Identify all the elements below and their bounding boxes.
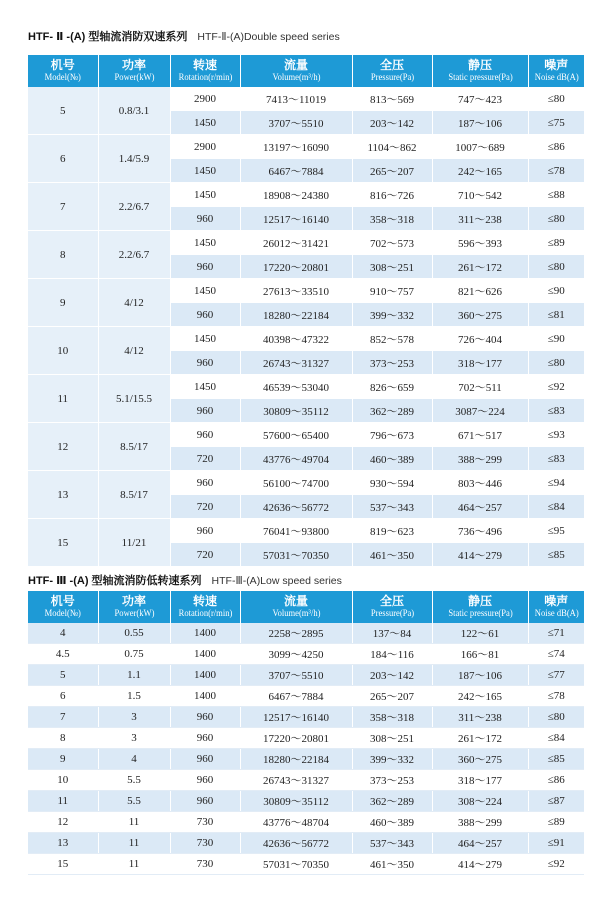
cell-volume: 18280～22184 [240, 749, 352, 770]
cell-static-pressure: 803～446 [432, 471, 528, 495]
cell-rotation: 960 [170, 399, 240, 423]
cell-pressure: 816～726 [352, 183, 432, 207]
cell-volume: 76041～93800 [240, 519, 352, 543]
cell-noise: ≤81 [528, 303, 584, 327]
cell-rotation: 1400 [170, 686, 240, 707]
cell-volume: 30809～35112 [240, 791, 352, 812]
cell-static-pressure: 464～257 [432, 495, 528, 519]
cell-static-pressure: 747～423 [432, 87, 528, 111]
cell-static-pressure: 187～106 [432, 111, 528, 135]
cell-rotation: 720 [170, 543, 240, 567]
header-noise: 噪声 Noise dB(A) [528, 591, 584, 623]
series2-body [28, 623, 584, 875]
cell-power: 5.1/15.5 [98, 375, 170, 423]
cell-power: 1.5 [98, 686, 170, 707]
cell-volume: 30809～35112 [240, 399, 352, 423]
cell-volume: 57031～70350 [240, 543, 352, 567]
cell-noise: ≤80 [528, 87, 584, 111]
cell-model: 11 [28, 375, 98, 423]
cell-volume: 26012～31421 [240, 231, 352, 255]
cell-volume: 46539～53040 [240, 375, 352, 399]
table-row [28, 707, 584, 728]
cell-rotation: 730 [170, 833, 240, 854]
cell-model: 4.5 [28, 644, 98, 665]
cell-noise: ≤89 [528, 231, 584, 255]
cell-noise: ≤78 [528, 686, 584, 707]
cell-model: 13 [28, 471, 98, 519]
header-rotation: 转速 Rotation(r/min) [170, 591, 240, 623]
cell-static-pressure: 1007～689 [432, 135, 528, 159]
cell-volume: 42636～56772 [240, 833, 352, 854]
cell-rotation: 2900 [170, 135, 240, 159]
cell-volume: 7413～11019 [240, 87, 352, 111]
table-row [28, 231, 584, 255]
cell-pressure: 265～207 [352, 686, 432, 707]
table-row [28, 375, 584, 399]
cell-noise: ≤84 [528, 728, 584, 749]
cell-noise: ≤91 [528, 833, 584, 854]
cell-static-pressure: 166～81 [432, 644, 528, 665]
table-row [28, 833, 584, 854]
cell-static-pressure: 736～496 [432, 519, 528, 543]
cell-noise: ≤90 [528, 327, 584, 351]
cell-static-pressure: 726～404 [432, 327, 528, 351]
cell-volume: 27613～33510 [240, 279, 352, 303]
cell-noise: ≤80 [528, 351, 584, 375]
cell-pressure: 910～757 [352, 279, 432, 303]
cell-volume: 3707～5510 [240, 665, 352, 686]
cell-model: 13 [28, 833, 98, 854]
cell-rotation: 2900 [170, 87, 240, 111]
cell-rotation: 1450 [170, 111, 240, 135]
cell-model: 5 [28, 665, 98, 686]
cell-pressure: 399～332 [352, 749, 432, 770]
cell-model: 5 [28, 87, 98, 135]
cell-pressure: 358～318 [352, 707, 432, 728]
cell-noise: ≤89 [528, 812, 584, 833]
cell-rotation: 1400 [170, 644, 240, 665]
cell-pressure: 203～142 [352, 111, 432, 135]
cell-power: 11 [98, 833, 170, 854]
cell-model: 6 [28, 686, 98, 707]
cell-volume: 57600～65400 [240, 423, 352, 447]
cell-volume: 17220～20801 [240, 728, 352, 749]
cell-static-pressure: 360～275 [432, 303, 528, 327]
cell-noise: ≤86 [528, 770, 584, 791]
cell-noise: ≤74 [528, 644, 584, 665]
cell-pressure: 819～623 [352, 519, 432, 543]
cell-rotation: 720 [170, 447, 240, 471]
cell-model: 4 [28, 623, 98, 644]
cell-static-pressure: 261～172 [432, 255, 528, 279]
cell-static-pressure: 388～299 [432, 447, 528, 471]
cell-pressure: 1104～862 [352, 135, 432, 159]
cell-power: 11 [98, 812, 170, 833]
cell-pressure: 852～578 [352, 327, 432, 351]
cell-power: 11/21 [98, 519, 170, 567]
cell-static-pressure: 702～511 [432, 375, 528, 399]
cell-noise: ≤84 [528, 495, 584, 519]
cell-static-pressure: 3087～224 [432, 399, 528, 423]
cell-power: 11 [98, 854, 170, 875]
cell-rotation: 1450 [170, 159, 240, 183]
cell-static-pressure: 360～275 [432, 749, 528, 770]
cell-model: 15 [28, 519, 98, 567]
cell-rotation: 1450 [170, 375, 240, 399]
cell-power: 3 [98, 707, 170, 728]
cell-power: 0.75 [98, 644, 170, 665]
header-static-pressure: 静压 Static pressure(Pa) [432, 591, 528, 623]
cell-rotation: 960 [170, 303, 240, 327]
cell-volume: 18908～24380 [240, 183, 352, 207]
series2-title-en: HTF-Ⅲ-(A)Low speed series [211, 575, 342, 587]
cell-noise: ≤95 [528, 519, 584, 543]
cell-volume: 56100～74700 [240, 471, 352, 495]
cell-pressure: 358～318 [352, 207, 432, 231]
cell-model: 12 [28, 812, 98, 833]
cell-pressure: 813～569 [352, 87, 432, 111]
cell-static-pressure: 414～279 [432, 854, 528, 875]
table-row [28, 279, 584, 303]
cell-noise: ≤85 [528, 543, 584, 567]
cell-static-pressure: 311～238 [432, 707, 528, 728]
cell-model: 10 [28, 770, 98, 791]
cell-rotation: 1400 [170, 665, 240, 686]
cell-model: 9 [28, 749, 98, 770]
cell-static-pressure: 414～279 [432, 543, 528, 567]
header-pressure: 全压 Pressure(Pa) [352, 591, 432, 623]
cell-rotation: 1400 [170, 623, 240, 644]
table-row [28, 327, 584, 351]
cell-pressure: 265～207 [352, 159, 432, 183]
cell-volume: 18280～22184 [240, 303, 352, 327]
cell-static-pressure: 671～517 [432, 423, 528, 447]
cell-noise: ≤80 [528, 707, 584, 728]
cell-pressure: 702～573 [352, 231, 432, 255]
cell-volume: 26743～31327 [240, 351, 352, 375]
cell-power: 0.55 [98, 623, 170, 644]
cell-noise: ≤80 [528, 255, 584, 279]
cell-rotation: 960 [170, 749, 240, 770]
table-row [28, 623, 584, 644]
table-row [28, 770, 584, 791]
cell-pressure: 362～289 [352, 791, 432, 812]
cell-power: 5.5 [98, 770, 170, 791]
table-row [28, 728, 584, 749]
cell-volume: 17220～20801 [240, 255, 352, 279]
cell-noise: ≤87 [528, 791, 584, 812]
cell-power: 5.5 [98, 791, 170, 812]
cell-pressure: 399～332 [352, 303, 432, 327]
header-volume: 流量 Volume(m³/h) [240, 55, 352, 87]
cell-rotation: 960 [170, 707, 240, 728]
series1-title-en: HTF-Ⅱ-(A)Double speed series [197, 31, 340, 43]
cell-pressure: 308～251 [352, 255, 432, 279]
cell-power: 4 [98, 749, 170, 770]
table-row [28, 471, 584, 495]
table-row [28, 854, 584, 875]
cell-volume: 13197～16090 [240, 135, 352, 159]
series2-title-cn: HTF- Ⅲ -(A) 型轴流消防低转速系列 [28, 575, 202, 587]
cell-pressure: 930～594 [352, 471, 432, 495]
cell-power: 8.5/17 [98, 423, 170, 471]
cell-noise: ≤90 [528, 279, 584, 303]
cell-pressure: 308～251 [352, 728, 432, 749]
header-power: 功率 Power(kW) [98, 55, 170, 87]
table-row [28, 791, 584, 812]
cell-noise: ≤94 [528, 471, 584, 495]
cell-volume: 6467～7884 [240, 159, 352, 183]
cell-pressure: 460～389 [352, 812, 432, 833]
cell-rotation: 960 [170, 770, 240, 791]
cell-static-pressure: 596～393 [432, 231, 528, 255]
series1-body [28, 87, 584, 567]
cell-volume: 40398～47322 [240, 327, 352, 351]
cell-noise: ≤92 [528, 854, 584, 875]
cell-model: 9 [28, 279, 98, 327]
cell-model: 8 [28, 728, 98, 749]
cell-volume: 57031～70350 [240, 854, 352, 875]
cell-static-pressure: 242～165 [432, 686, 528, 707]
cell-power: 3 [98, 728, 170, 749]
header-volume: 流量 Volume(m³/h) [240, 591, 352, 623]
table-row [28, 519, 584, 543]
cell-volume: 12517～16140 [240, 707, 352, 728]
cell-volume: 2258～2895 [240, 623, 352, 644]
cell-power: 4/12 [98, 327, 170, 375]
cell-rotation: 960 [170, 351, 240, 375]
cell-static-pressure: 821～626 [432, 279, 528, 303]
cell-noise: ≤93 [528, 423, 584, 447]
cell-static-pressure: 242～165 [432, 159, 528, 183]
cell-volume: 3707～5510 [240, 111, 352, 135]
table-row [28, 423, 584, 447]
cell-static-pressure: 464～257 [432, 833, 528, 854]
cell-pressure: 461～350 [352, 854, 432, 875]
header-model: 机号 Model(№) [28, 591, 98, 623]
table-row [28, 749, 584, 770]
cell-static-pressure: 122～61 [432, 623, 528, 644]
cell-static-pressure: 318～177 [432, 770, 528, 791]
cell-volume: 43776～49704 [240, 447, 352, 471]
cell-static-pressure: 388～299 [432, 812, 528, 833]
table-row [28, 644, 584, 665]
cell-volume: 26743～31327 [240, 770, 352, 791]
cell-rotation: 960 [170, 207, 240, 231]
cell-static-pressure: 261～172 [432, 728, 528, 749]
cell-rotation: 960 [170, 471, 240, 495]
cell-pressure: 460～389 [352, 447, 432, 471]
cell-rotation: 720 [170, 495, 240, 519]
header-static-pressure: 静压 Static pressure(Pa) [432, 55, 528, 87]
table-row [28, 665, 584, 686]
cell-model: 7 [28, 183, 98, 231]
cell-rotation: 1450 [170, 231, 240, 255]
table-row [28, 686, 584, 707]
cell-pressure: 461～350 [352, 543, 432, 567]
cell-pressure: 373～253 [352, 351, 432, 375]
cell-rotation: 960 [170, 255, 240, 279]
cell-noise: ≤85 [528, 749, 584, 770]
cell-pressure: 537～343 [352, 833, 432, 854]
series1-title-cn: HTF- Ⅱ -(A) 型轴流消防双速系列 [28, 31, 188, 43]
cell-volume: 43776～48704 [240, 812, 352, 833]
series1-title [28, 28, 340, 44]
cell-rotation: 960 [170, 728, 240, 749]
cell-noise: ≤80 [528, 207, 584, 231]
header-model: 机号 Model(№) [28, 55, 98, 87]
cell-rotation: 960 [170, 519, 240, 543]
cell-rotation: 730 [170, 854, 240, 875]
cell-volume: 3099～4250 [240, 644, 352, 665]
cell-power: 0.8/3.1 [98, 87, 170, 135]
cell-noise: ≤88 [528, 183, 584, 207]
cell-pressure: 373～253 [352, 770, 432, 791]
cell-noise: ≤75 [528, 111, 584, 135]
cell-pressure: 796～673 [352, 423, 432, 447]
cell-noise: ≤78 [528, 159, 584, 183]
cell-static-pressure: 311～238 [432, 207, 528, 231]
cell-power: 2.2/6.7 [98, 183, 170, 231]
cell-model: 12 [28, 423, 98, 471]
cell-noise: ≤77 [528, 665, 584, 686]
cell-pressure: 203～142 [352, 665, 432, 686]
cell-pressure: 137～84 [352, 623, 432, 644]
cell-power: 4/12 [98, 279, 170, 327]
cell-model: 6 [28, 135, 98, 183]
cell-noise: ≤92 [528, 375, 584, 399]
cell-noise: ≤83 [528, 447, 584, 471]
cell-volume: 42636～56772 [240, 495, 352, 519]
header-rotation: 转速 Rotation(r/min) [170, 55, 240, 87]
cell-rotation: 1450 [170, 327, 240, 351]
cell-power: 2.2/6.7 [98, 231, 170, 279]
cell-model: 10 [28, 327, 98, 375]
table-row [28, 135, 584, 159]
cell-noise: ≤86 [528, 135, 584, 159]
header-pressure: 全压 Pressure(Pa) [352, 55, 432, 87]
cell-rotation: 1450 [170, 183, 240, 207]
cell-model: 8 [28, 231, 98, 279]
cell-noise: ≤71 [528, 623, 584, 644]
series1-table [28, 55, 584, 567]
cell-rotation: 1450 [170, 279, 240, 303]
cell-power: 1.4/5.9 [98, 135, 170, 183]
series2-header-row [28, 591, 584, 623]
cell-model: 11 [28, 791, 98, 812]
cell-volume: 6467～7884 [240, 686, 352, 707]
header-noise: 噪声 Noise dB(A) [528, 55, 584, 87]
cell-static-pressure: 710～542 [432, 183, 528, 207]
cell-model: 7 [28, 707, 98, 728]
cell-rotation: 960 [170, 791, 240, 812]
cell-pressure: 537～343 [352, 495, 432, 519]
cell-model: 15 [28, 854, 98, 875]
series1-header-row [28, 55, 584, 87]
cell-pressure: 184～116 [352, 644, 432, 665]
table-row [28, 812, 584, 833]
cell-static-pressure: 308～224 [432, 791, 528, 812]
table-row [28, 87, 584, 111]
cell-volume: 12517～16140 [240, 207, 352, 231]
cell-power: 8.5/17 [98, 471, 170, 519]
cell-rotation: 730 [170, 812, 240, 833]
cell-noise: ≤83 [528, 399, 584, 423]
series2-title [28, 572, 342, 588]
cell-static-pressure: 187～106 [432, 665, 528, 686]
cell-rotation: 960 [170, 423, 240, 447]
cell-pressure: 826～659 [352, 375, 432, 399]
cell-static-pressure: 318～177 [432, 351, 528, 375]
header-power: 功率 Power(kW) [98, 591, 170, 623]
table-row [28, 183, 584, 207]
series2-table [28, 591, 584, 875]
cell-power: 1.1 [98, 665, 170, 686]
cell-pressure: 362～289 [352, 399, 432, 423]
